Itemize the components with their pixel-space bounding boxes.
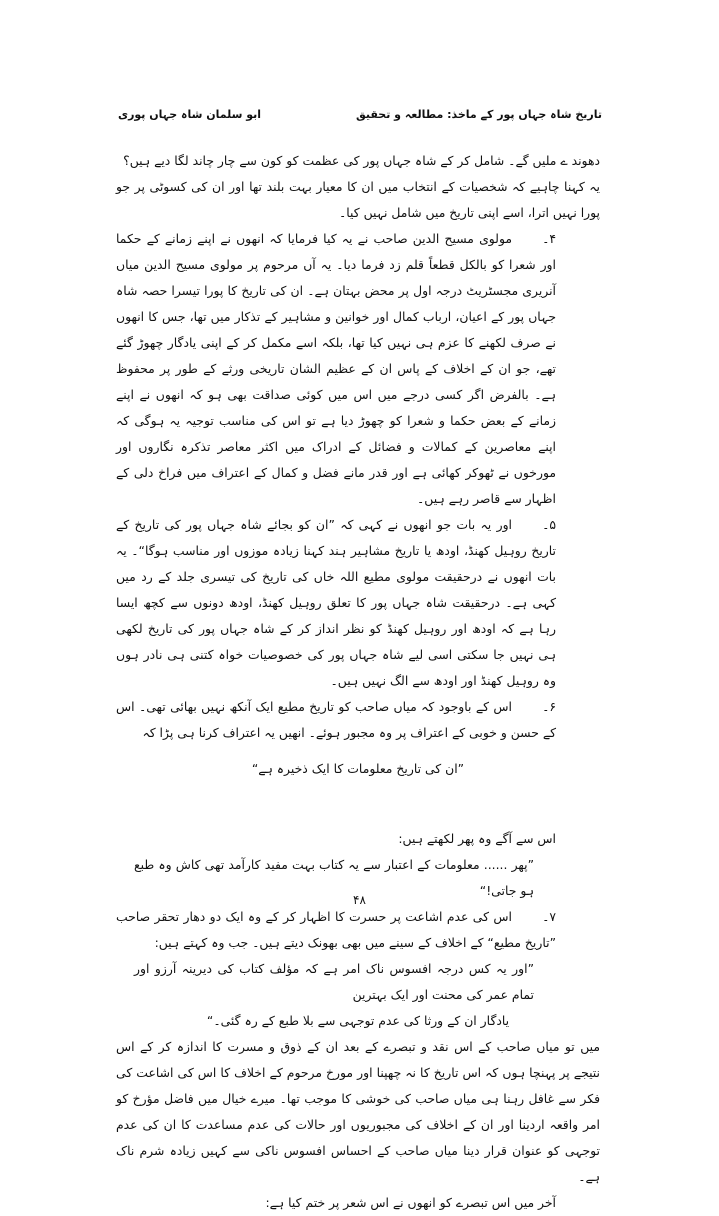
- paragraph-8: میں تو میاں صاحب کے اس نقد و تبصرے کے بعد ان کے ذوق و مسرت کا اندازہ کر کے اس نتیجے پر پہنچا ہوں کہ اس تاریخ کا نہ چھپنا اور مورخ مرحوم کے اخلاف کا اس کی اشاعت کی فکر سے غافل رہنا ہی میاں صاحب کی خوشی کا موجب تھا۔ میرے خیال میں فاضل مؤرخ کو امر واقعہ اردینا اور ان کے اخلاف کی مجبوریوں اور حالات کی عدم مساعدت کا ان کی عدم توجہی کو عنوان قرار دینا میاں صاحب کے احساس افسوس ناکی سے کہیں زیادہ شرم ناک ہے۔: [116, 1039, 600, 1184]
- paragraph-4: [116, 226, 600, 512]
- paragraph-7: [116, 904, 600, 956]
- paragraph-number: ۶۔: [542, 699, 556, 714]
- paragraph-text: اور یہ بات جو انھوں نے کہی کہ ”ان کو بجائے شاہ جہاں پور کی تاریخ کے تاریخ روہیل کھنڈ، اودھ یا تاریخ مشاہیر ہند کہنا زیادہ موزوں اور مناسب ہوگا“۔ یہ بات انھوں نے درحقیقت مولوی مطیع اللہ خاں کی تاریخ کی تیسری جلد کے رد میں کہی ہے۔ درحقیقت شاہ جہاں پور کا تعلق روہیل کھنڈ، اودھ دونوں سے کچھ ایسا رہا ہے کہ اودھ اور روہیل کھنڈ کو نظر انداز کر کے شاہ جہاں پور کی تاریخ لکھی ہی نہیں جا سکتی اسی لیے شاہ جہاں پور کی خصوصیات خواہ کتنی ہی نادر ہوں وہ روہیل کھنڈ اور اودھ سے الگ نہیں ہیں۔: [116, 517, 556, 688]
- paragraph-after-quote: اس سے آگے وہ پھر لکھتے ہیں:: [398, 831, 556, 846]
- block-quote-3-tail: یادگار ان کے ورثا کی عدم توجہی سے بلا طبع کے رہ گئی۔“: [206, 1013, 510, 1028]
- paragraph-1: دھوند ے ملیں گے۔ شامل کر کے شاہ جہاں پور کی عظمت کو کون سے چار چاند لگا دیے ہیں؟: [123, 153, 600, 168]
- paragraph-text: مولوی مسیح الدین صاحب نے یہ کیا فرمایا کہ انھوں نے اپنے زمانے کے حکما اور شعرا کو بالکل قطعاً قلم زد فرما دیا۔ یہ آں مرحوم پر مولوی مسیح الدین میاں آنریری مجسٹریٹ درجہ اول پر محض بہتان ہے۔ ان کی تاریخ کا پورا تیسرا حصہ شاہ جہاں پور کے اعیان، ارباب کمال اور خوانین و مشاہیر کے تذکار میں تھا، جس کا انھوں نے صرف لکھنے کا عزم ہی نہیں کیا تھا، بلکہ اسے مکمل کر کے اپنی یادگار چھوڑ گئے تھے، جو ان کے اخلاف کے پاس ان کے عظیم الشان تاریخی ورثے کے طور پر محفوظ ہے۔ بالفرض اگر کسی درجے میں اس میں کوئی صداقت بھی ہو کہ انھوں نے اپنے زمانے کے بعض حکما و شعرا کو چھوڑ دیا ہے تو اس کی مناسب توجیہ یہ ہوگی کہ اپنے معاصرین کے کمالات و فضائل کے ادراک میں اکثر معاصر تذکرہ نگاروں اور مورخوں نے ٹھوکر کھائی ہے اور قدر مانے فضل و کمال کے اعتراف میں فراخ دلی کے اظہار سے قاصر رہے ہیں۔: [116, 231, 556, 506]
- body-text: [116, 148, 600, 1216]
- running-header: [118, 104, 602, 124]
- paragraph-number: ۴۔: [542, 231, 556, 246]
- paragraph-2: یہ کہنا چاہیے کہ شخصیات کے انتخاب میں ان کا معیار بہت بلند تھا اور ان کی کسوٹی پر جو پورا نہیں اترا، اسے اپنی تاریخ میں شامل نہیں کیا۔: [116, 179, 600, 220]
- paragraph-5: [116, 512, 600, 694]
- paragraph-text: اس کے باوجود کہ میاں صاحب کو تاریخ مطیع ایک آنکھ نہیں بھائی تھی۔ اس کے حسن و خوبی کے اعتراف پر وہ مجبور ہوئے۔ انھیں یہ اعتراف کرنا ہی پڑا کہ: [116, 699, 556, 740]
- paragraph-9: آخر میں اس تبصرے کو انھوں نے اس شعر پر ختم کیا ہے:: [265, 1195, 556, 1210]
- paragraph-number: ۷۔: [542, 909, 556, 924]
- header-author: ابو سلمان شاہ جہاں پوری: [118, 107, 262, 121]
- block-quote-3: ”اور یہ کس درجہ افسوس ناک امر ہے کہ مؤلف کتاب کی دیرینہ آرزو اور تمام عمر کی محنت اور ایک بہترین: [134, 961, 534, 1002]
- block-quote-2: ”پھر ...... معلومات کے اعتبار سے یہ کتاب بہت مفید کارآمد تھی کاش وہ طبع ہو جاتی!“: [134, 857, 534, 898]
- page-number: ۴۸: [353, 893, 366, 907]
- spacer: [116, 792, 600, 826]
- header-book-title: تاریخ شاہ جہاں پور کے ماخذ: مطالعہ و تحقیق: [355, 107, 602, 121]
- paragraph-number: ۵۔: [542, 517, 556, 532]
- paragraph-6: [116, 694, 600, 746]
- block-quote-1: ”ان کی تاریخ معلومات کا ایک ذخیرہ ہے“: [251, 761, 465, 776]
- paragraph-text: اس کی عدم اشاعت پر حسرت کا اظہار کر کے وہ ایک دو دھار تحقر صاحب ”تاریخ مطیع“ کے اخلاف کے سینے میں بھی بھونک دیتے ہیں۔ جب وہ کہتے ہیں:: [116, 909, 556, 950]
